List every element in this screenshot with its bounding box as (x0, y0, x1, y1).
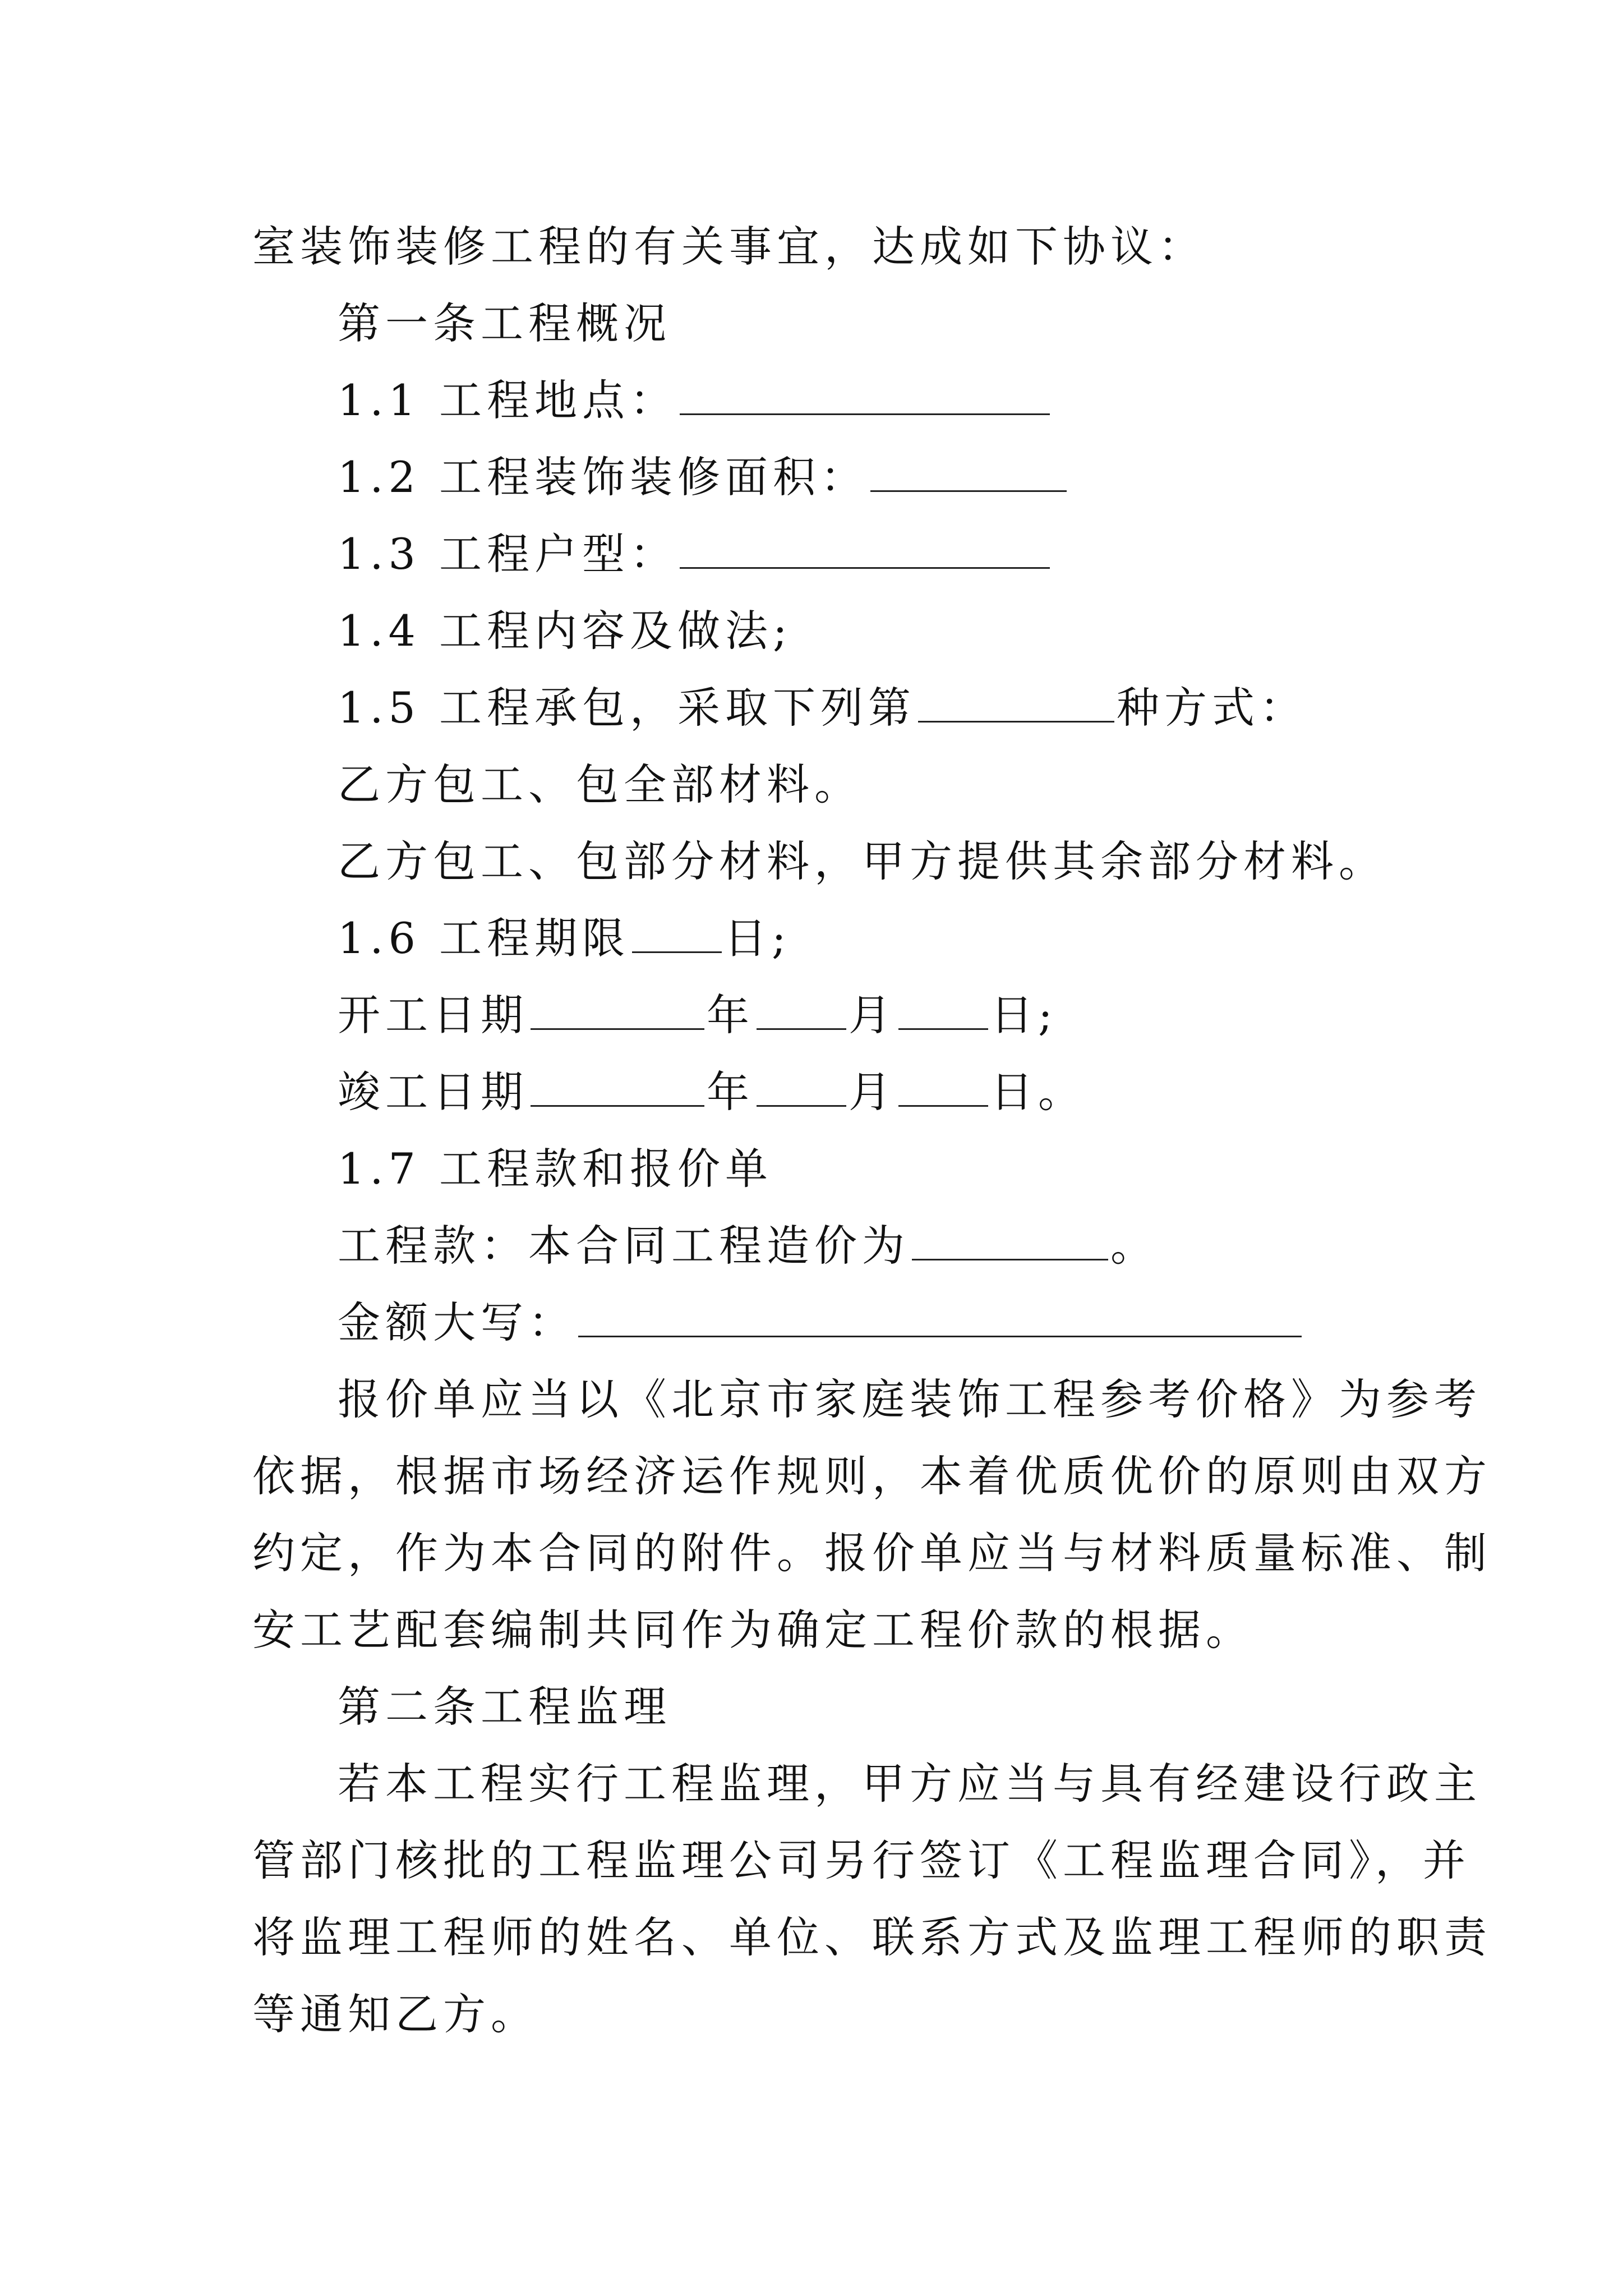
supervision-para-line-1 (338, 1756, 1482, 1812)
item-1-3-label: 1.3 工程户型： (338, 529, 678, 579)
supervision-para-line-3 (252, 1910, 1492, 1966)
item-1-6-pre: 1.6 工程期限 (338, 913, 630, 963)
supervision-line-4: 等通知乙方。 (252, 1989, 538, 2039)
supervision-para-line-4 (252, 1986, 1391, 2042)
option-a (338, 757, 1476, 813)
option-b (338, 834, 1476, 890)
item-1-1-label: 1.1 工程地点： (338, 375, 678, 425)
duration-days-blank[interactable] (632, 911, 722, 953)
article1-title (338, 296, 1476, 352)
intro-text: 室装饰装修工程的有关事宜，达成如下协议： (252, 222, 1206, 272)
finish-year-blank[interactable] (531, 1065, 704, 1107)
article2-title (338, 1679, 1476, 1735)
supervision-para-line-2 (252, 1833, 1470, 1889)
article1-title-text: 第一条工程概况 (338, 298, 671, 348)
article2-title-text: 第二条工程监理 (338, 1682, 671, 1732)
item-1-6-post: 日; (724, 913, 791, 963)
item-1-5-pre: 1.5 工程承包，采取下列第 (338, 683, 916, 733)
quote-para-line-3 (252, 1525, 1492, 1581)
option-a-text: 乙方包工、包全部材料。 (338, 760, 862, 809)
quote-line-4: 安工艺配套编制共同作为确定工程价款的根据。 (252, 1605, 1253, 1655)
supervision-line-2: 管部门核批的工程监理公司另行签订《工程监理合同》，并 (252, 1835, 1470, 1885)
supervision-line-1: 若本工程实行工程监理，甲方应当与具有经建设行政主 (338, 1759, 1482, 1809)
amount-in-words-blank[interactable] (578, 1295, 1302, 1337)
unit-type-blank[interactable] (680, 527, 1050, 569)
contract-mode-blank[interactable] (918, 680, 1114, 723)
item-1-2 (338, 449, 1476, 505)
item-1-1 (338, 372, 1476, 429)
amount-line (338, 1295, 1476, 1351)
option-b-text: 乙方包工、包部分材料，甲方提供其余部分材料。 (338, 836, 1386, 886)
item-1-7-text: 1.7 工程款和报价单 (338, 1144, 773, 1194)
supervision-line-3: 将监理工程师的姓名、单位、联系方式及监理工程师的职责 (252, 1912, 1492, 1962)
start-day-label: 日; (990, 990, 1058, 1040)
item-1-3 (338, 526, 1476, 582)
item-1-6 (338, 910, 1476, 967)
item-1-4 (338, 603, 1476, 659)
cost-post: 。 (1110, 1221, 1158, 1271)
cost-line (338, 1218, 1476, 1274)
start-day-blank[interactable] (898, 988, 988, 1030)
finish-month-label: 月 (849, 1067, 896, 1117)
quote-para-line-1 (338, 1372, 1482, 1428)
quote-para-line-4 (252, 1602, 1391, 1658)
quote-line-3: 约定，作为本合同的附件。报价单应当与材料质量标准、制 (252, 1528, 1492, 1578)
amount-label: 金额大写： (338, 1297, 576, 1347)
start-date-line (338, 987, 1476, 1043)
quote-line-1: 报价单应当以《北京市家庭装饰工程参考价格》为参考 (338, 1374, 1482, 1424)
quote-line-2: 依据，根据市场经济运作规则，本着优质优价的原则由双方 (252, 1451, 1492, 1501)
contract-price-blank[interactable] (912, 1218, 1108, 1260)
area-blank[interactable] (870, 450, 1067, 492)
finish-year-label: 年 (707, 1067, 754, 1117)
start-month-label: 月 (849, 990, 896, 1040)
start-month-blank[interactable] (757, 988, 846, 1030)
location-blank[interactable] (680, 373, 1050, 415)
finish-day-label: 日。 (990, 1067, 1086, 1117)
finish-day-blank[interactable] (898, 1065, 988, 1107)
cost-pre: 工程款：本合同工程造价为 (338, 1221, 910, 1271)
finish-month-blank[interactable] (757, 1065, 846, 1107)
item-1-7 (338, 1141, 1476, 1197)
item-1-5 (338, 680, 1476, 736)
item-1-5-post: 种方式： (1117, 683, 1308, 733)
start-date-label: 开工日期 (338, 990, 528, 1040)
item-1-4-text: 1.4 工程内容及做法; (338, 606, 792, 656)
finish-date-line (338, 1064, 1476, 1120)
start-year-blank[interactable] (531, 988, 704, 1030)
finish-date-label: 竣工日期 (338, 1067, 528, 1117)
start-year-label: 年 (707, 990, 754, 1040)
item-1-2-label: 1.2 工程装饰装修面积： (338, 452, 869, 502)
intro-line (252, 219, 1391, 275)
quote-para-line-2 (252, 1448, 1492, 1504)
